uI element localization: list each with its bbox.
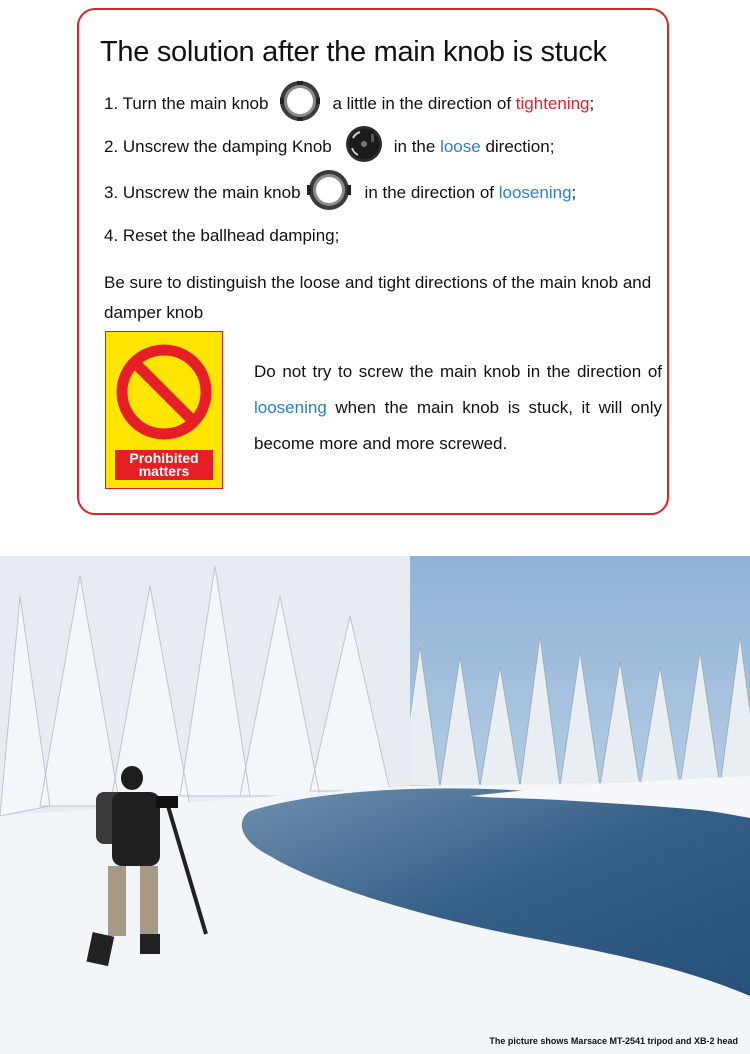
- step-1-middle: a little in the direction of: [332, 93, 512, 113]
- direction-note: Be sure to distinguish the loose and tight directions of the main knob and damper knob: [104, 273, 652, 322]
- warning-after: when the main knob is stuck, it will only become more and more screwed.: [254, 398, 662, 453]
- step-2-suffix: direction;: [485, 136, 555, 156]
- warning-text: [254, 354, 662, 462]
- step-1-highlight: tightening: [515, 93, 590, 113]
- step-4-text: 4. Reset the ballhead damping;: [104, 226, 340, 245]
- warning-before: Do not try to screw the main knob in the direction of: [254, 362, 662, 381]
- page-title: The solution after the main knob is stuck: [100, 36, 607, 68]
- step-2-highlight: loose: [440, 136, 481, 156]
- prohibited-label-line2: matters: [138, 463, 190, 479]
- main-knob-icon: [305, 168, 353, 217]
- snowy-river-landscape-icon: [0, 556, 750, 1054]
- snowy-river-photo: [0, 556, 750, 1054]
- step-4: [104, 226, 339, 246]
- warning-highlight: loosening: [254, 398, 327, 417]
- step-1-prefix: 1. Turn the main knob: [104, 93, 269, 113]
- step-1: [104, 79, 594, 128]
- step-2-middle: in the: [393, 136, 436, 156]
- step-1-suffix: ;: [589, 93, 595, 113]
- main-knob-icon: [278, 79, 322, 128]
- photo-caption: The picture shows Marsace MT-2541 tripod and XB-2 head: [489, 1036, 738, 1046]
- prohibited-sign: [105, 331, 223, 489]
- damping-knob-icon: [344, 124, 384, 169]
- prohibited-label-line1: Prohibited: [129, 450, 199, 466]
- prohibited-icon: [106, 338, 222, 454]
- step-3-prefix: 3. Unscrew the main knob: [104, 182, 301, 202]
- prohibited-label: [115, 450, 213, 480]
- step-2-prefix: 2. Unscrew the damping Knob: [104, 136, 332, 156]
- step-2: [104, 124, 554, 169]
- step-3-highlight: loosening: [498, 182, 572, 202]
- step-3: [104, 168, 576, 217]
- step-3-suffix: ;: [571, 182, 577, 202]
- step-3-middle: in the direction of: [364, 182, 495, 202]
